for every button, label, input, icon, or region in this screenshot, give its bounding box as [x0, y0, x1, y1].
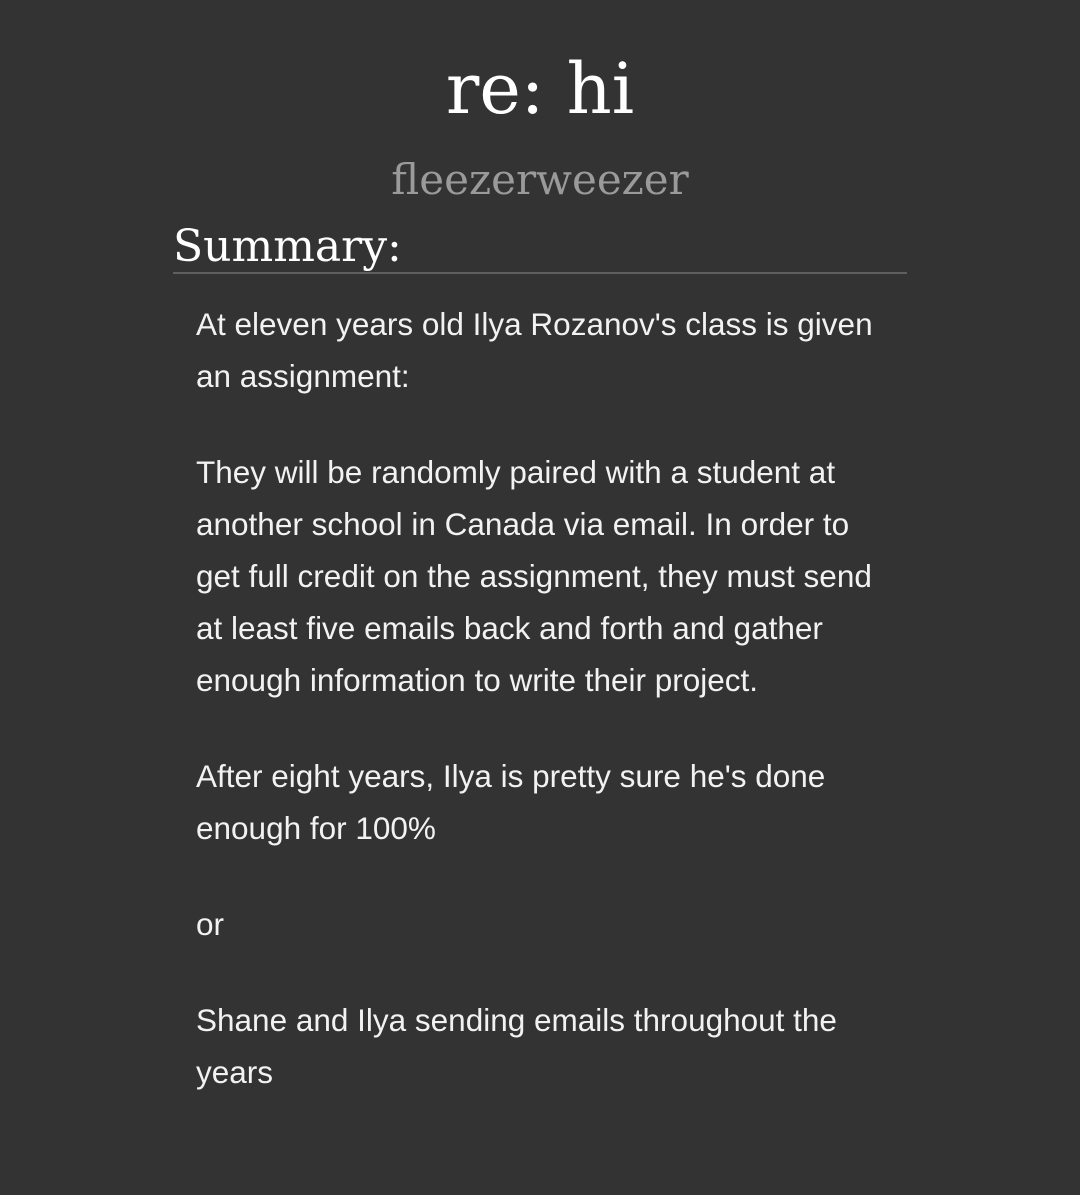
summary-heading: Summary: [173, 221, 402, 272]
summary-paragraph: At eleven years old Ilya Rozanov's class is given an assignment: [196, 306, 873, 394]
author-link[interactable]: fleezerweezer [391, 155, 689, 204]
summary-paragraph: or [196, 906, 225, 942]
author-byline [0, 152, 1080, 208]
work-title: re: hi [445, 48, 635, 130]
summary-paragraph: They will be randomly paired with a student at another school in Canada via email. In order to get full credit on the assignment, they must send at least five emails back and forth and gather enough information to write their project. [196, 454, 872, 698]
summary-body [196, 298, 896, 1142]
summary-divider [173, 272, 907, 274]
summary-paragraph: Shane and Ilya sending emails throughout the years [196, 1002, 837, 1090]
summary-paragraph: After eight years, Ilya is pretty sure he's done enough for 100% [196, 758, 826, 846]
